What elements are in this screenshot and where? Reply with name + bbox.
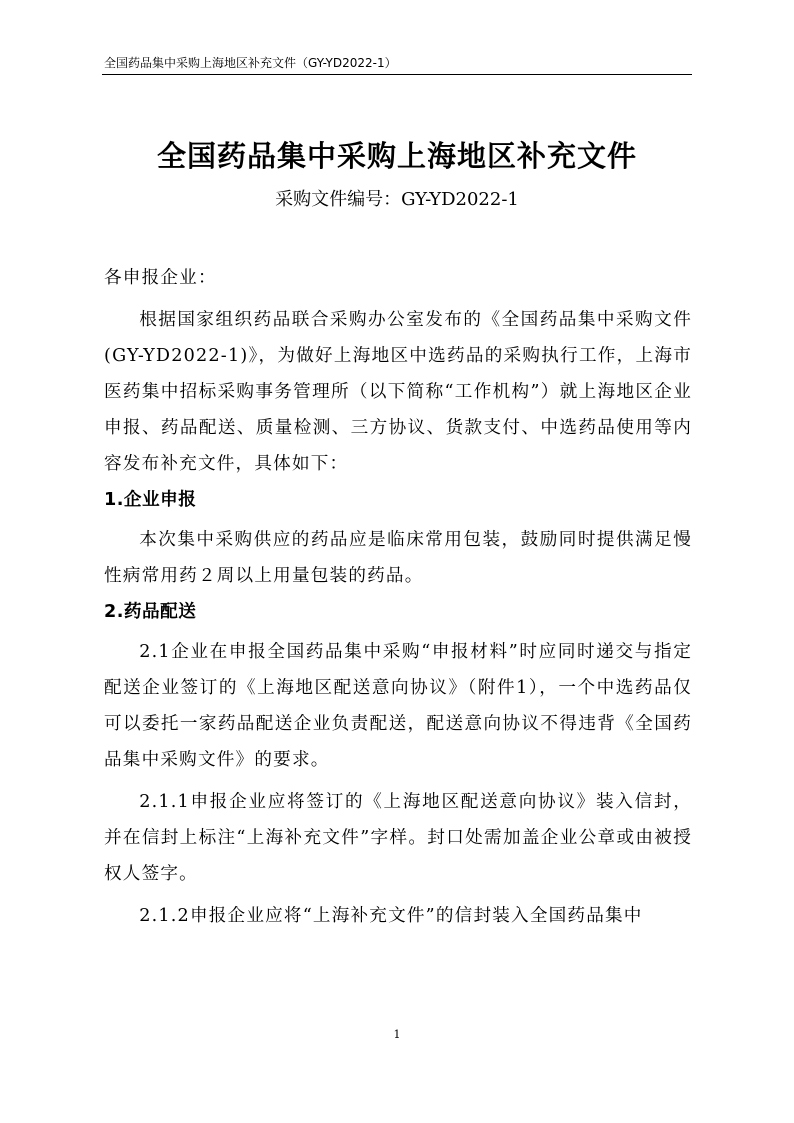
document-body bbox=[104, 260, 692, 934]
running-header: 全国药品集中采购上海地区补充文件（GY-YD2022-1） bbox=[104, 56, 397, 70]
clause-2-1-1: 2.1.1申报企业应将签订的《上海地区配送意向协议》装入信封，并在信封上标注“上海补充文件”字样。封口处需加盖企业公章或由被授权人签字。 bbox=[104, 792, 692, 884]
document-title: 全国药品集中采购上海地区补充文件 bbox=[156, 139, 637, 173]
clause-2-1: 2.1企业在申报全国药品集中采购“申报材料”时应同时递交与指定配送企业签订的《上海地区配送意向协议》（附件1），一个中选药品仅可以委托一家药品配送企业负责配送，配送意向协议不得违背《全国药品集中采购文件》的要求。 bbox=[104, 642, 692, 770]
header-rule bbox=[102, 74, 692, 75]
clause-2-1-2: 2.1.2申报企业应将“上海补充文件”的信封装入全国药品集中 bbox=[139, 906, 643, 926]
page-number: 1 bbox=[393, 1028, 401, 1041]
salutation: 各申报企业： bbox=[104, 268, 217, 288]
section-heading-drug-delivery: 2.药品配送 bbox=[104, 602, 197, 622]
section-1-paragraph: 本次集中采购供应的药品应是临床常用包装，鼓励同时提供满足慢性病常用药２周以上用量包装的药品。 bbox=[104, 530, 692, 586]
intro-paragraph: 根据国家组织药品联合采购办公室发布的《全国药品集中采购文件(GY-YD2022-1)》，为做好上海地区中选药品的采购执行工作，上海市医药集中招标采购事务管理所（以下简称“工作机构”）就上海地区企业申报、药品配送、质量检测、三方协议、货款支付、中选药品使用等内容发布补充文件，具体如下： bbox=[104, 310, 692, 474]
document-number: 采购文件编号：GY-YD2022-1 bbox=[275, 189, 519, 210]
section-heading-enterprise-application: 1.企业申报 bbox=[104, 490, 197, 510]
